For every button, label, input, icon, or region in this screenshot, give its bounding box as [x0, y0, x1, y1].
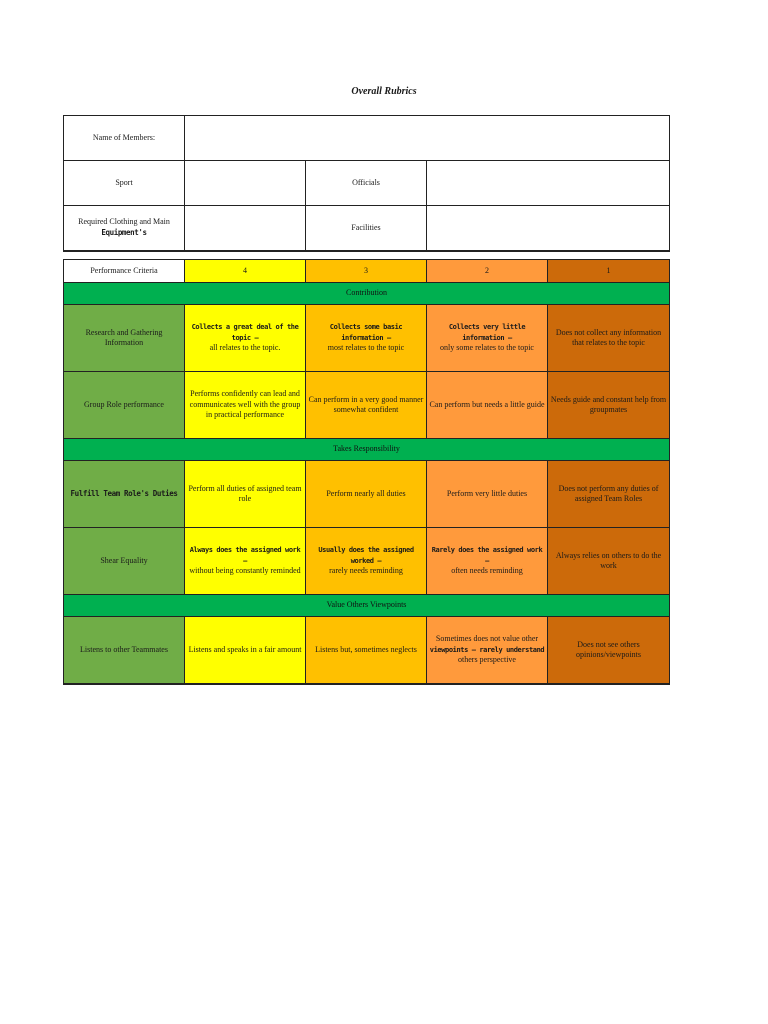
equality-s2-line2: often needs reminding [451, 566, 523, 576]
section-responsibility-label: Takes Responsibility [64, 439, 670, 461]
section-responsibility [64, 439, 670, 461]
equality-score-2 [427, 528, 548, 595]
research-score-1: Does not collect any information that relates to the topic [548, 305, 670, 372]
group-role-score-2: Can perform but needs a little guide [427, 372, 548, 439]
research-s3-line1: Collects some basic information – [329, 323, 403, 342]
criteria-group-role: Group Role performance [64, 372, 185, 439]
listens-score-4: Listens and speaks in a fair amount [185, 617, 306, 685]
equality-score-3 [306, 528, 427, 595]
group-role-score-4: Performs confidently can lead and communicates well with the group in practical performance [185, 372, 306, 439]
research-score-4 [185, 305, 306, 372]
equality-s4-line1: Always does the assigned work – [189, 546, 301, 565]
duties-score-3: Perform nearly all duties [306, 461, 427, 528]
listens-score-2 [427, 617, 548, 685]
research-s3-line2: most relates to the topic [327, 343, 405, 353]
sport-row [64, 161, 670, 206]
facilities-label: Facilities [306, 206, 427, 251]
duties-score-4: Perform all duties of assigned team role [185, 461, 306, 528]
sport-value[interactable] [185, 161, 306, 206]
row-equality [64, 528, 670, 595]
group-role-score-3: Can perform in a very good manner somewhat confident [306, 372, 427, 439]
listens-score-1: Does not see others opinions/viewpoints [548, 617, 670, 685]
members-row [64, 116, 670, 161]
sport-label: Sport [64, 161, 185, 206]
research-score-3 [306, 305, 427, 372]
clothing-label-line2: Equipment's [101, 227, 147, 237]
row-listens [64, 617, 670, 685]
duties-score-1: Does not perform any duties of assigned Team Roles [548, 461, 670, 528]
section-contribution-label: Contribution [64, 283, 670, 305]
criteria-listens: Listens to other Teammates [64, 617, 185, 685]
header-score-3: 3 [306, 260, 427, 283]
research-s2-line1: Collects very little information – [448, 323, 526, 342]
research-s2-line2: only some relates to the topic [440, 343, 534, 353]
members-label: Name of Members: [64, 116, 185, 161]
section-contribution [64, 283, 670, 305]
header-score-1: 1 [548, 260, 670, 283]
criteria-duties-label: Fulfill Team Role's Duties [70, 488, 178, 498]
group-role-score-1: Needs guide and constant help from groupmates [548, 372, 670, 439]
research-score-2 [427, 305, 548, 372]
criteria-research: Research and Gathering Information [64, 305, 185, 372]
clothing-row [64, 206, 670, 251]
page-title: Overall Rubrics [351, 86, 417, 97]
officials-label: Officials [306, 161, 427, 206]
section-viewpoints [64, 595, 670, 617]
equality-score-4 [185, 528, 306, 595]
facilities-value[interactable] [427, 206, 670, 251]
equality-s3-line1: Usually does the assigned worked – [318, 546, 414, 565]
rubric-header-row [64, 260, 670, 283]
officials-value[interactable] [427, 161, 670, 206]
section-viewpoints-label: Value Others Viewpoints [64, 595, 670, 617]
row-duties [64, 461, 670, 528]
row-research [64, 305, 670, 372]
research-s4-line2: all relates to the topic. [209, 343, 281, 353]
listens-s2-line1: Sometimes does not value other [435, 634, 539, 644]
info-table [63, 115, 670, 252]
members-value[interactable] [185, 116, 670, 161]
listens-s2-line2: viewpoints – rarely understand [429, 645, 545, 654]
listens-score-3: Listens but, sometimes neglects [306, 617, 427, 685]
header-criteria: Performance Criteria [64, 260, 185, 283]
research-s4-line1: Collects a great deal of the topic – [191, 323, 299, 342]
equality-s4-line2: without being constantly reminded [189, 566, 301, 576]
rubric-table [63, 259, 670, 685]
clothing-label-line1: Required Clothing and Main [78, 217, 170, 227]
criteria-equality: Shear Equality [64, 528, 185, 595]
header-score-4: 4 [185, 260, 306, 283]
clothing-value[interactable] [185, 206, 306, 251]
listens-s2-line3: others perspective [458, 655, 516, 665]
criteria-duties [64, 461, 185, 528]
row-group-role [64, 372, 670, 439]
equality-s3-line2: rarely needs reminding [329, 566, 403, 576]
equality-score-1: Always relies on others to do the work [548, 528, 670, 595]
clothing-label [64, 206, 185, 251]
header-score-2: 2 [427, 260, 548, 283]
duties-score-2: Perform very little duties [427, 461, 548, 528]
equality-s2-line1: Rarely does the assigned work – [431, 546, 543, 565]
